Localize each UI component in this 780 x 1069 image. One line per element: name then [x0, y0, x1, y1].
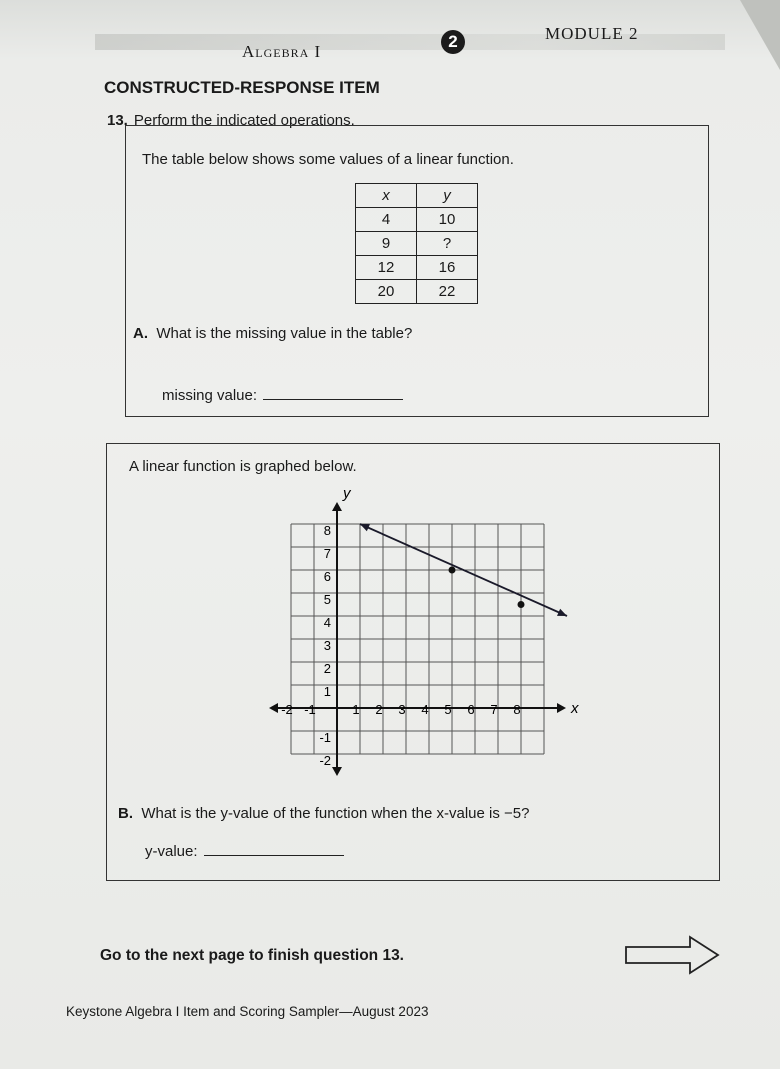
x-tick-label: 6: [467, 702, 475, 717]
part-a-letter: A.: [133, 325, 148, 342]
x-tick-label: 8: [513, 702, 521, 717]
part-b-letter: B.: [118, 805, 133, 822]
missing-value-label: missing value:: [162, 387, 258, 404]
y-value-label: y-value:: [145, 843, 198, 860]
y-tick-label: -2: [319, 753, 331, 768]
table-cell: 10: [417, 208, 478, 232]
part-a-answer: [162, 387, 403, 404]
table-row: [356, 280, 478, 304]
x-tick-label: 3: [398, 702, 406, 717]
page-corner-shadow: [740, 0, 780, 70]
y-tick-label: 6: [323, 569, 331, 584]
graph-tick-labels: [281, 485, 579, 768]
values-table: [355, 183, 478, 304]
y-tick-label: 4: [323, 615, 331, 630]
y-tick-label: -1: [319, 730, 331, 745]
y-tick-label: 1: [323, 684, 331, 699]
y-axis-arrow-up: [332, 502, 342, 511]
part-a-question-text: What is the missing value in the table?: [156, 325, 413, 342]
table-cell: 9: [356, 232, 417, 256]
x-tick-label: 2: [375, 702, 383, 717]
x-tick-label: -2: [281, 702, 293, 717]
y-tick-label: 7: [323, 546, 331, 561]
table-header-x: x: [356, 184, 417, 208]
table-cell: 22: [417, 280, 478, 304]
function-point: [449, 567, 456, 574]
y-axis-label: y: [343, 485, 351, 502]
question-text: Perform the indicated operations.: [133, 112, 355, 129]
part-a-question: [133, 325, 412, 342]
footer: Keystone Algebra I Item and Scoring Sampler—August 2023: [66, 1004, 429, 1019]
x-tick-label: 4: [421, 702, 429, 717]
module-title: MODULE 2: [545, 24, 639, 43]
part-b-question: [118, 805, 529, 822]
right-arrow-icon: [622, 934, 722, 976]
table-row: [356, 256, 478, 280]
x-tick-label: 5: [444, 702, 452, 717]
y-tick-label: 3: [323, 638, 331, 653]
table-header-y: y: [417, 184, 478, 208]
module-badge: 2: [441, 30, 465, 54]
subject-title: Algebra I: [242, 42, 322, 61]
x-tick-label: -1: [304, 702, 316, 717]
x-tick-label: 1: [352, 702, 360, 717]
table-cell: 12: [356, 256, 417, 280]
part-b-intro: A linear function is graphed below.: [129, 458, 357, 475]
x-axis-arrow-right: [557, 703, 566, 713]
table-cell: 16: [417, 256, 478, 280]
section-title: CONSTRUCTED-RESPONSE ITEM: [104, 78, 380, 97]
y-tick-label: 2: [323, 661, 331, 676]
next-page-instruction: Go to the next page to finish question 13.: [100, 947, 404, 964]
y-tick-label: 8: [323, 523, 331, 538]
table-row: [356, 232, 478, 256]
y-value-blank[interactable]: [204, 843, 344, 856]
part-a-intro: The table below shows some values of a linear function.: [142, 151, 514, 168]
y-axis-arrow-down: [332, 767, 342, 776]
function-point: [518, 601, 525, 608]
y-tick-label: 5: [323, 592, 331, 607]
table-cell: ?: [417, 232, 478, 256]
x-axis-label: x: [571, 700, 579, 717]
x-tick-label: 7: [490, 702, 498, 717]
table-cell: 20: [356, 280, 417, 304]
missing-value-blank[interactable]: [263, 387, 403, 400]
table-cell: 4: [356, 208, 417, 232]
table-row: [356, 208, 478, 232]
linear-function-graph: [280, 485, 579, 788]
part-b-question-text: What is the y-value of the function when the x-value is −5?: [141, 805, 530, 822]
part-b-answer: [145, 843, 344, 860]
question-number: 13.: [107, 112, 128, 129]
